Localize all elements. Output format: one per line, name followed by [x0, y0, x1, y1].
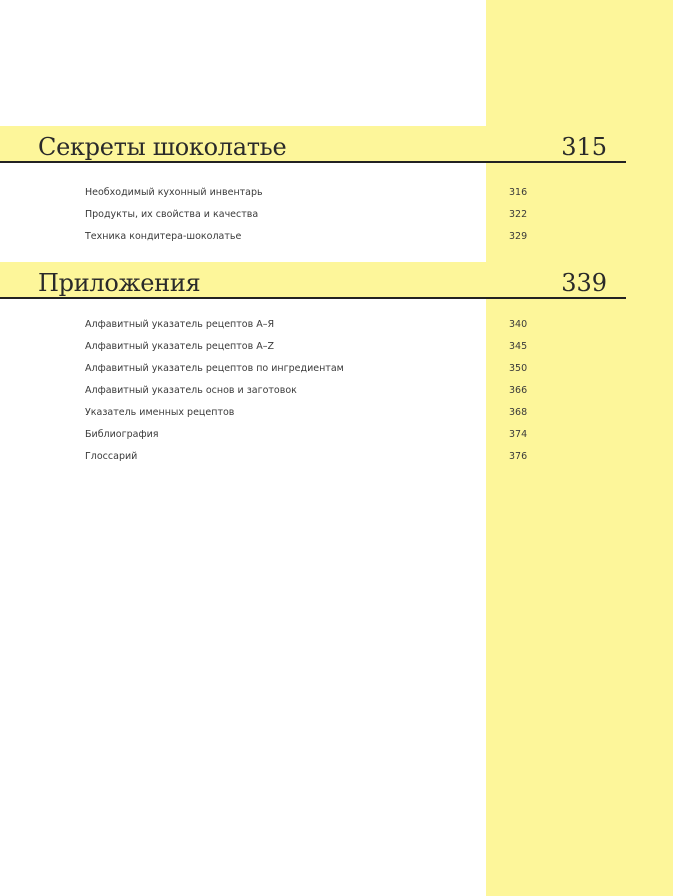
toc-entry-page: 376 — [509, 451, 528, 462]
section-rule — [0, 297, 626, 299]
toc-entry-page: 374 — [509, 429, 528, 440]
toc-entry-title: Указатель именных рецептов — [85, 407, 235, 418]
toc-entry[interactable] — [0, 429, 673, 445]
toc-entry-title: Библиография — [85, 429, 159, 440]
toc-entry-page: 368 — [509, 407, 528, 418]
section-rule — [0, 161, 626, 163]
toc-entry-page: 329 — [509, 231, 528, 242]
toc-entry-page: 322 — [509, 209, 528, 220]
toc-entry-page: 350 — [509, 363, 528, 374]
toc-entry[interactable] — [0, 363, 673, 379]
toc-entry-title: Необходимый кухонный инвентарь — [85, 187, 263, 198]
toc-entry-page: 345 — [509, 341, 528, 352]
section-page-number: 315 — [561, 133, 607, 161]
toc-entry[interactable] — [0, 451, 673, 467]
toc-entry[interactable] — [0, 407, 673, 423]
toc-entry-title: Техника кондитера-шоколатье — [85, 231, 242, 242]
section-title: Приложения — [38, 269, 201, 297]
toc-entry-title: Алфавитный указатель рецептов A–Z — [85, 341, 274, 352]
toc-entry-title: Глоссарий — [85, 451, 138, 462]
toc-entry[interactable] — [0, 231, 673, 247]
section-title: Секреты шоколатье — [38, 133, 287, 161]
section-page-number: 339 — [561, 269, 607, 297]
toc-entry[interactable] — [0, 341, 673, 357]
toc-entry-title: Алфавитный указатель рецептов А–Я — [85, 319, 275, 330]
toc-entry[interactable] — [0, 319, 673, 335]
toc-entry-page: 316 — [509, 187, 528, 198]
toc-entry[interactable] — [0, 385, 673, 401]
toc-entry-page: 340 — [509, 319, 528, 330]
toc-entry[interactable] — [0, 187, 673, 203]
toc-entry-page: 366 — [509, 385, 528, 396]
toc-entry-title: Алфавитный указатель основ и заготовок — [85, 385, 297, 396]
toc-entry[interactable] — [0, 209, 673, 225]
toc-entry-title: Алфавитный указатель рецептов по ингредиентам — [85, 363, 344, 374]
toc-entry-title: Продукты, их свойства и качества — [85, 209, 259, 220]
